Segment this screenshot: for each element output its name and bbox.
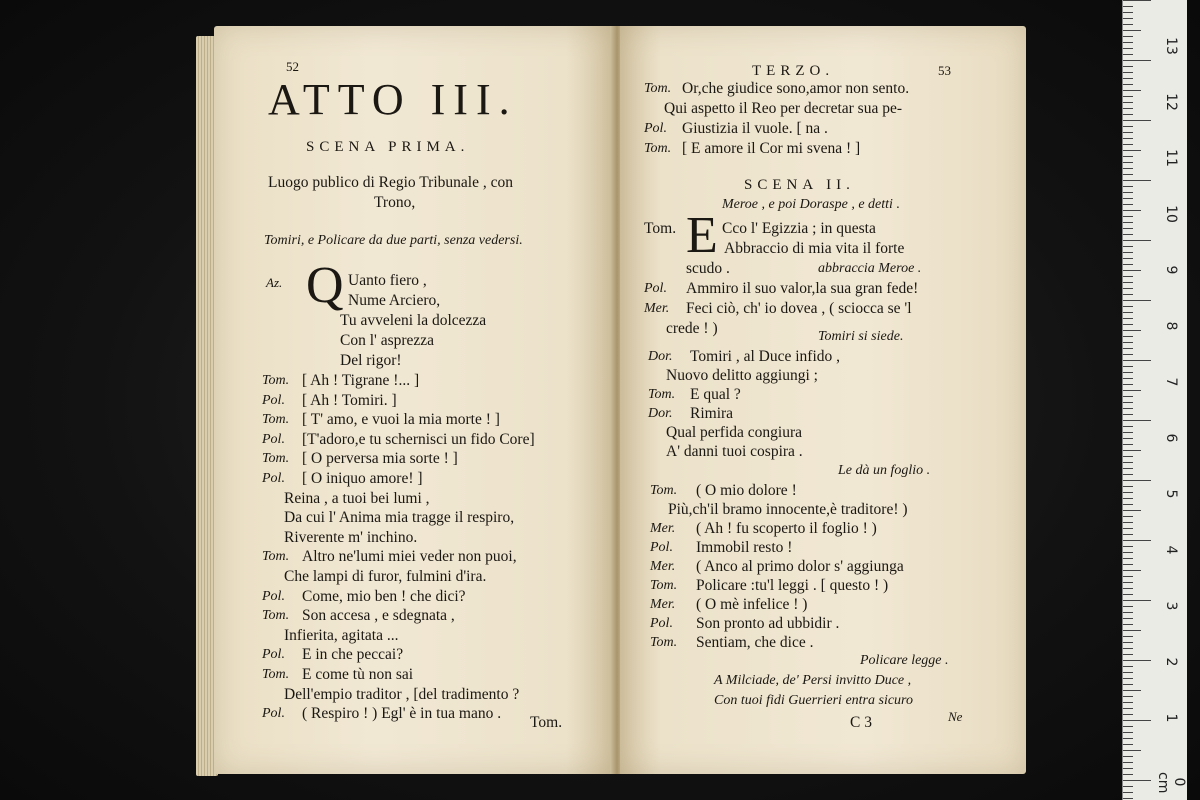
ruler-tick: [1123, 738, 1133, 739]
ruler-tick: [1123, 372, 1133, 373]
ruler-tick: [1123, 246, 1133, 247]
letter-line: Con tuoi fidi Guerrieri entra sicuro: [714, 693, 913, 708]
dialogue-line: ( O mio dolore !: [696, 482, 797, 499]
letter-line: A Milciade, de' Persi invitto Duce ,: [714, 673, 912, 688]
left-page: [214, 26, 614, 774]
ruler-tick: [1123, 342, 1133, 343]
ruler-tick: [1123, 558, 1133, 559]
ruler-tick: [1123, 324, 1133, 325]
aria-line: Del rigor!: [340, 352, 402, 369]
dialogue-line: Rimira: [690, 405, 734, 422]
right-page: [620, 26, 1026, 774]
stage-direction: Policare legge .: [860, 653, 949, 668]
ruler-tick: [1123, 660, 1151, 661]
ruler-tick: [1123, 600, 1151, 601]
ruler-tick: [1123, 522, 1133, 523]
speaker-label: Dor.: [648, 349, 673, 364]
ruler-tick: [1123, 312, 1133, 313]
ruler-tick: [1123, 30, 1141, 31]
dialogue-line: Infierita, agitata ...: [284, 626, 399, 644]
ruler-tick: [1123, 642, 1133, 643]
ruler-tick: [1123, 168, 1133, 169]
speaker-label: Pol.: [262, 471, 285, 486]
ruler-tick: [1123, 252, 1133, 253]
dialogue-line: Riverente m' inchino.: [284, 528, 418, 546]
ruler-tick: [1123, 156, 1133, 157]
ruler-number: 4: [1163, 545, 1179, 555]
speaker-label: Pol.: [262, 647, 285, 663]
ruler-tick: [1123, 264, 1133, 265]
ruler-tick: [1123, 582, 1133, 583]
stage-direction: Tomiri si siede.: [818, 329, 904, 344]
ruler-tick: [1123, 762, 1133, 763]
ruler-tick: [1123, 306, 1133, 307]
dialogue-line: E in che peccai?: [302, 646, 404, 664]
ruler-tick: [1123, 540, 1151, 541]
dialogue-line: Immobil resto !: [696, 539, 793, 556]
ruler-number: 2: [1163, 657, 1179, 667]
dialogue-line: Feci ciò, ch' io dovea , ( sciocca se 'l: [686, 300, 912, 317]
ruler-tick: [1123, 408, 1133, 409]
dialogue-line: E come tù non sai: [302, 666, 414, 683]
dialogue-line: Tomiri , al Duce infido ,: [690, 348, 841, 365]
speaker-label: Tom.: [262, 373, 290, 388]
speaker-label: Pol.: [644, 121, 667, 136]
ruler-tick: [1123, 570, 1141, 571]
ruler-tick: [1123, 630, 1141, 631]
ruler-tick: [1123, 618, 1133, 619]
ruler-tick: [1123, 144, 1133, 145]
signature-mark: C 3: [850, 714, 872, 731]
speaker-label: Tom.: [262, 412, 290, 428]
ruler-tick: [1123, 420, 1151, 421]
dialogue-line: ( O mè infelice ! ): [696, 596, 808, 613]
ruler-tick: [1123, 204, 1133, 205]
dialogue-line: Or,che giudice sono,amor non sento.: [682, 80, 910, 97]
ruler-number: 9: [1163, 265, 1179, 275]
ruler-tick: [1123, 606, 1133, 607]
ruler-tick: [1123, 564, 1133, 565]
dialogue-line: Da cui l' Anima mia tragge il respiro,: [284, 509, 515, 527]
catchword: Tom.: [530, 714, 563, 731]
ruler-tick: [1123, 672, 1133, 673]
ruler-tick: [1123, 126, 1133, 127]
ruler-tick: [1123, 66, 1133, 67]
ruler-tick: [1123, 240, 1151, 241]
ruler-number: 7: [1163, 377, 1179, 387]
verse-line: scudo .: [686, 260, 730, 277]
ruler-tick: [1123, 258, 1133, 259]
ruler-tick: [1123, 744, 1133, 745]
ruler-tick: [1123, 180, 1151, 181]
speaker-label: Pol.: [262, 706, 285, 722]
scene-heading: SCENA II.: [744, 177, 855, 193]
ruler-tick: [1123, 192, 1133, 193]
ruler-tick: [1123, 18, 1133, 19]
speaker-label: Tom.: [262, 608, 290, 624]
aria-line: Nume Arciero,: [348, 292, 441, 309]
dialogue-line: Giustizia il vuole. [ na .: [682, 120, 828, 137]
speaker-label: Mer.: [644, 301, 670, 316]
speaker-label: Tom.: [644, 81, 672, 96]
ruler-number: 1: [1163, 713, 1179, 723]
verse-line: Cco l' Egizzia ; in questa: [722, 220, 876, 237]
ruler-number: 10: [1163, 205, 1179, 223]
ruler-tick: [1123, 798, 1133, 799]
ruler-tick: [1123, 354, 1133, 355]
ruler-tick: [1123, 360, 1151, 361]
speaker-label: Pol.: [262, 431, 285, 447]
ruler-tick: [1123, 228, 1133, 229]
ruler-tick: [1123, 78, 1133, 79]
page-number: 53: [938, 63, 951, 78]
ruler-tick: [1123, 300, 1151, 301]
dialogue-line: Più,ch'il bramo innocente,è traditore! ): [668, 501, 908, 518]
ruler-tick: [1123, 390, 1141, 391]
ruler-tick: [1123, 102, 1133, 103]
open-book: [196, 26, 1030, 778]
ruler-tick: [1123, 780, 1151, 781]
dialogue-line: ( Respiro ! ) Egl' è in tua mano .: [302, 705, 502, 723]
ruler-tick: [1123, 48, 1133, 49]
ruler-tick: [1123, 576, 1133, 577]
ruler-tick: [1123, 216, 1133, 217]
ruler-tick: [1123, 720, 1151, 721]
speaker-label: Tom.: [644, 141, 672, 156]
dialogue-line: Che lampi di furor, fulmini d'ira.: [284, 568, 487, 585]
dialogue-line: crede ! ): [666, 320, 718, 337]
speaker-label: Mer.: [650, 559, 676, 574]
dialogue-line: Qual perfida congiura: [666, 424, 802, 441]
ruler-tick: [1123, 162, 1133, 163]
ruler-tick: [1123, 546, 1133, 547]
ruler-tick: [1123, 366, 1133, 367]
dialogue-line: [ T' amo, e vuoi la mia morte ! ]: [302, 411, 500, 429]
character-list: Meroe , e poi Doraspe , e detti .: [722, 197, 900, 212]
dialogue-line: [ Ah ! Tomiri. ]: [302, 391, 397, 409]
ruler-tick: [1123, 108, 1133, 109]
dialogue-line: E qual ?: [690, 386, 741, 403]
dialogue-line: Nuovo delitto aggiungi ;: [666, 367, 818, 384]
speaker-label: Tom.: [650, 635, 678, 650]
ruler-tick: [1123, 726, 1133, 727]
ruler-tick: [1123, 648, 1133, 649]
ruler-number: 12: [1163, 93, 1179, 111]
ruler-tick: [1123, 24, 1133, 25]
dialogue-line: Reina , a tuoi bei lumi ,: [284, 489, 430, 507]
dialogue-line: Son accesa , e sdegnata ,: [302, 607, 455, 625]
speaker-label: Tom.: [644, 220, 677, 237]
dialogue-line: Son pronto ad ubbidir .: [696, 615, 840, 632]
ruler-tick: [1123, 348, 1133, 349]
act-title: ATTO III.: [268, 75, 518, 124]
ruler-tick: [1123, 684, 1133, 685]
ruler-tick: [1123, 792, 1133, 793]
ruler-tick: [1123, 750, 1141, 751]
drop-cap: Q: [306, 257, 344, 314]
ruler-tick: [1123, 756, 1133, 757]
ruler-tick: [1123, 510, 1141, 511]
dialogue-line: A' danni tuoi cospira .: [666, 443, 803, 460]
ruler-tick: [1123, 174, 1133, 175]
ruler-tick: [1123, 636, 1133, 637]
ruler-tick: [1123, 282, 1133, 283]
speaker-label: Az.: [266, 275, 283, 290]
stage-direction: Le dà un foglio .: [838, 463, 931, 478]
ruler-tick: [1123, 534, 1133, 535]
dialogue-line: Come, mio ben ! che dici?: [302, 587, 466, 605]
character-list: Tomiri, e Policare da due parti, senza vedersi.: [264, 233, 523, 248]
ruler-tick: [1123, 330, 1141, 331]
dialogue-line: Altro ne'lumi miei veder non puoi,: [302, 548, 517, 566]
speaker-label: Tom.: [650, 483, 678, 498]
catchword: Ne: [948, 709, 963, 724]
ruler-tick: [1123, 702, 1133, 703]
verse-line: Abbraccio di mia vita il forte: [724, 240, 905, 257]
ruler-tick: [1123, 594, 1133, 595]
ruler-tick: [1123, 42, 1133, 43]
ruler-tick: [1123, 774, 1133, 775]
ruler-number: 11: [1163, 149, 1179, 167]
ruler-tick: [1123, 438, 1133, 439]
aria-line: Tu avveleni la dolcezza: [340, 312, 487, 329]
dialogue-line: ( Anco al primo dolor s' aggiunga: [696, 558, 904, 575]
ruler-number: 5: [1163, 489, 1179, 499]
ruler-tick: [1123, 624, 1133, 625]
ruler-tick: [1123, 432, 1133, 433]
ruler-tick: [1123, 6, 1133, 7]
ruler-tick: [1123, 186, 1133, 187]
ruler-tick: [1123, 0, 1151, 1]
ruler-tick: [1123, 456, 1133, 457]
ruler-tick: [1123, 504, 1133, 505]
ruler-tick: [1123, 288, 1133, 289]
ruler-tick: [1123, 666, 1133, 667]
ruler-tick: [1123, 12, 1133, 13]
ruler-tick: [1123, 210, 1141, 211]
dialogue-line: [ Ah ! Tigrane !... ]: [302, 372, 420, 389]
ruler-tick: [1123, 132, 1133, 133]
ruler-tick: [1123, 138, 1133, 139]
ruler-tick: [1123, 54, 1133, 55]
ruler-tick: [1123, 384, 1133, 385]
ruler-tick: [1123, 612, 1133, 613]
ruler-tick: [1123, 198, 1133, 199]
dialogue-line: Dell'empio traditor , [del tradimento ?: [284, 685, 520, 703]
ruler-number: 0 cm: [1155, 772, 1187, 794]
ruler-tick: [1123, 402, 1133, 403]
speaker-label: Pol.: [262, 392, 285, 408]
ruler-tick: [1123, 654, 1133, 655]
ruler-tick: [1123, 588, 1133, 589]
ruler-number: 3: [1163, 601, 1179, 611]
ruler-tick: [1123, 294, 1133, 295]
ruler-tick: [1123, 336, 1133, 337]
page-number: 52: [286, 59, 299, 74]
ruler-tick: [1123, 516, 1133, 517]
ruler-tick: [1123, 696, 1133, 697]
ruler-tick: [1123, 222, 1133, 223]
ruler-tick: [1123, 378, 1133, 379]
ruler-tick: [1123, 462, 1133, 463]
ruler-tick: [1123, 690, 1141, 691]
aria-line: Con l' asprezza: [340, 332, 435, 349]
ruler-tick: [1123, 480, 1151, 481]
ruler-tick: [1123, 96, 1133, 97]
ruler-tick: [1123, 528, 1133, 529]
ruler-tick: [1123, 552, 1133, 553]
speaker-label: Tom.: [262, 549, 290, 565]
dialogue-line: Qui aspetto il Reo per decretar sua pe-: [664, 100, 903, 117]
speaker-label: Pol.: [650, 540, 673, 555]
ruler-tick: [1123, 450, 1141, 451]
speaker-label: Mer.: [650, 597, 676, 612]
ruler-tick: [1123, 678, 1133, 679]
ruler-tick: [1123, 768, 1133, 769]
dialogue-line: Ammiro il suo valor,la sua gran fede!: [686, 280, 919, 297]
setting-line-1: Luogo publico di Regio Tribunale , con: [268, 174, 513, 191]
dialogue-line: [ O iniquo amore! ]: [302, 470, 423, 487]
ruler-tick: [1123, 150, 1141, 151]
ruler-tick: [1123, 708, 1133, 709]
speaker-label: Mer.: [650, 521, 676, 536]
ruler-tick: [1123, 90, 1141, 91]
ruler-tick: [1123, 444, 1133, 445]
speaker-label: Pol.: [644, 281, 667, 296]
speaker-label: Tom.: [262, 451, 290, 467]
dialogue-line: [ O perversa mia sorte ! ]: [302, 450, 458, 468]
speaker-label: Tom.: [262, 667, 290, 682]
setting-line-2: Trono,: [374, 194, 416, 211]
ruler-tick: [1123, 732, 1133, 733]
speaker-label: Tom.: [648, 387, 676, 402]
aria-line: Uanto fiero ,: [348, 272, 427, 289]
ruler-tick: [1123, 84, 1133, 85]
ruler-tick: [1123, 492, 1133, 493]
ruler-tick: [1123, 414, 1133, 415]
ruler-tick: [1123, 276, 1133, 277]
ruler-tick: [1123, 396, 1133, 397]
ruler-tick: [1123, 120, 1151, 121]
ruler-tick: [1123, 36, 1133, 37]
ruler-tick: [1123, 318, 1133, 319]
drop-cap: E: [686, 207, 718, 264]
ruler-tick: [1123, 426, 1133, 427]
ruler-tick: [1123, 270, 1141, 271]
ruler-tick: [1123, 234, 1133, 235]
dialogue-line: Policare :tu'l leggi . [ questo ! ): [696, 577, 889, 594]
ruler-tick: [1123, 498, 1133, 499]
speaker-label: Tom.: [650, 578, 678, 593]
stage-direction: abbraccia Meroe .: [818, 261, 922, 276]
ruler-tick: [1123, 114, 1133, 115]
running-header: TERZO.: [752, 63, 835, 79]
ruler-number: 6: [1163, 433, 1179, 443]
ruler-tick: [1123, 474, 1133, 475]
ruler-tick: [1123, 714, 1133, 715]
ruler-number: 8: [1163, 321, 1179, 331]
ruler-tick: [1123, 60, 1151, 61]
dialogue-line: ( Ah ! fu scoperto il foglio ! ): [696, 520, 877, 537]
ruler-number: 13: [1163, 37, 1179, 55]
dialogue-line: [ E amore il Cor mi svena ! ]: [682, 140, 861, 157]
ruler-tick: [1123, 786, 1133, 787]
speaker-label: Pol.: [650, 616, 673, 631]
dialogue-line: [T'adoro,e tu schernisci un fido Core]: [302, 430, 535, 448]
measuring-ruler: [1122, 0, 1187, 800]
dialogue-line: Sentiam, che dice .: [696, 634, 814, 651]
scene-heading: SCENA PRIMA.: [306, 139, 470, 155]
ruler-tick: [1123, 468, 1133, 469]
speaker-label: Dor.: [648, 406, 673, 421]
speaker-label: Pol.: [262, 588, 285, 604]
ruler-tick: [1123, 72, 1133, 73]
ruler-tick: [1123, 486, 1133, 487]
